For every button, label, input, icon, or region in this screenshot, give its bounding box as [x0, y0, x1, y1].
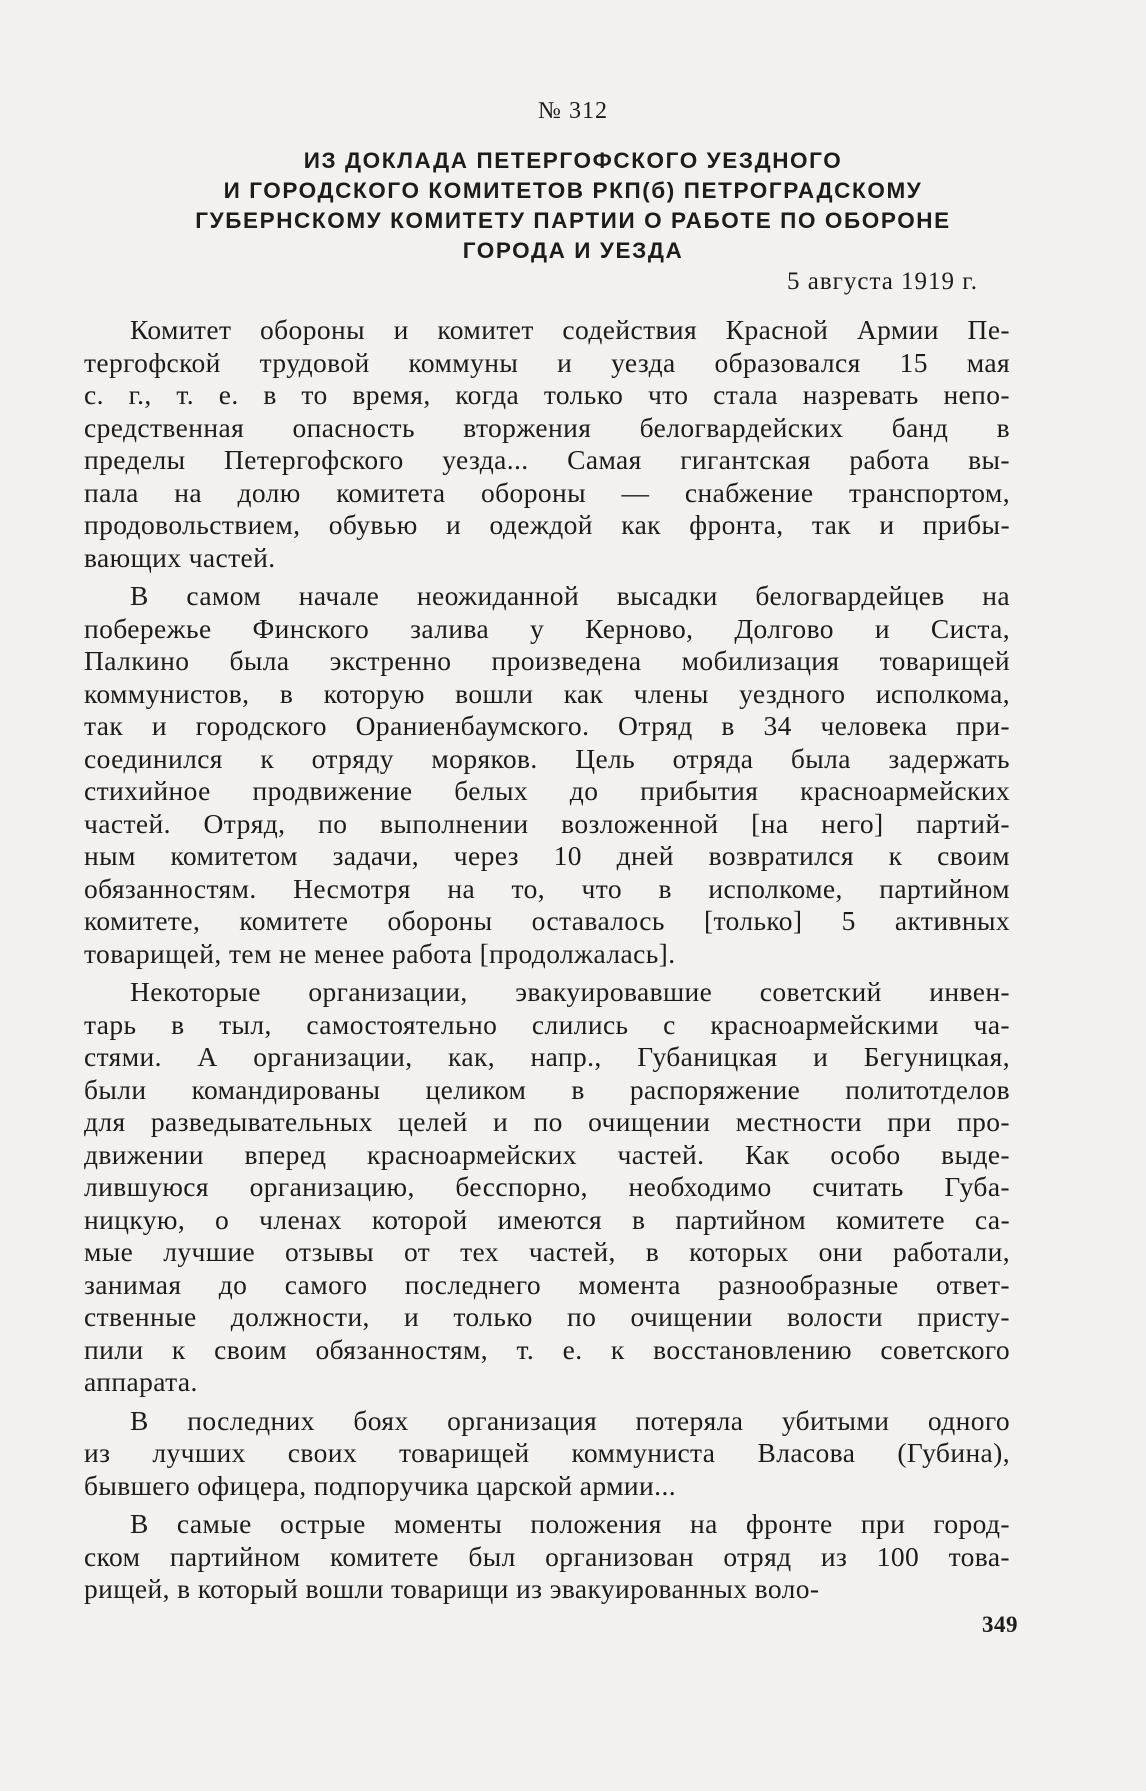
text-line: товарищей, тем не менее работа [продолжалась]. — [84, 937, 676, 969]
text-line: для разведывательных целей и по очищении местности при про- — [84, 1106, 1010, 1137]
text-line: обязанностям. Несмотря на то, что в исполкоме, партийном — [84, 872, 1010, 904]
text-line: рищей, в который вошли товарищи из эвакуированных воло- — [84, 1573, 820, 1604]
title-line: ГУБЕРНСКОМУ КОМИТЕТУ ПАРТИИ О РАБОТЕ ПО ОБОРОНЕ — [195, 208, 951, 233]
text-line: пала на долю комитета обороны — снабжение транспортом, — [84, 476, 1010, 508]
text-line: тергофской трудовой коммуны и уезда образовался 15 мая — [84, 346, 1010, 378]
text-line: стихийное продвижение белых до прибытия красноармейских — [84, 775, 1010, 806]
text-line: В самые острые моменты положения на фронте при город- — [130, 1508, 1010, 1539]
text-line: вающих частей. — [84, 541, 276, 573]
text-line: ственные должности, и только по очищении волости присту- — [84, 1301, 1010, 1332]
text-line: аппарата. — [84, 1366, 198, 1397]
title-line: И ГОРОДСКОГО КОМИТЕТОВ РКП(б) ПЕТРОГРАДСКОМУ — [223, 178, 923, 203]
text-line: ницкую, о членах которой имеются в партийном комитете са- — [84, 1203, 1010, 1235]
page-number: 349 — [982, 1612, 1018, 1637]
text-line: движении вперед красноармейских частей. Как особо выде- — [84, 1138, 1010, 1170]
text-line: В последних боях организация потеряла убитыми одного — [130, 1404, 1010, 1436]
text-line: пределы Петергофского уезда... Самая гигантская работа вы- — [84, 444, 1010, 475]
paragraph — [84, 1405, 1010, 1503]
text-line: Палкино была экстренно произведена мобилизация товарищей — [84, 645, 1010, 676]
text-line: Комитет обороны и комитет содействия Красной Армии Пе- — [130, 314, 1010, 345]
paragraph — [84, 976, 1010, 1399]
paragraph — [84, 1508, 1010, 1606]
text-line: из лучших своих товарищей коммуниста Власова (Губина), — [84, 1437, 1010, 1468]
text-line: побережье Финского залива у Керново, Долгово и Систа, — [84, 612, 1010, 644]
text-line: пили к своим обязанностям, т. е. к восстановлению советского — [84, 1333, 1010, 1365]
text-line: средственная опасность вторжения белогвардейских банд в — [84, 411, 1010, 443]
text-line: В самом начале неожиданной высадки белогвардейцев на — [130, 580, 1010, 611]
text-line: бывшего офицера, подпоручика царской армии... — [84, 1469, 676, 1501]
text-line: лившуюся организацию, бесспорно, необходимо считать Губа- — [84, 1171, 1010, 1202]
document-body — [84, 314, 1010, 1612]
paragraph — [84, 314, 1010, 574]
document-date: 5 августа 1919 г. — [786, 268, 978, 295]
document-title — [100, 146, 1046, 266]
paragraph — [84, 580, 1010, 970]
document-number: № 312 — [538, 98, 608, 124]
text-line: занимая до самого последнего момента разнообразные ответ- — [84, 1268, 1010, 1300]
title-line: ИЗ ДОКЛАДА ПЕТЕРГОФСКОГО УЕЗДНОГО — [303, 148, 843, 173]
text-line: с. г., т. е. в то время, когда только что стала назревать непо- — [84, 379, 1010, 410]
text-line: ском партийном комитете был организован отряд из 100 това- — [84, 1540, 1010, 1572]
text-line: соединился к отряду моряков. Цель отряда была задержать — [84, 742, 1010, 774]
text-line: стями. А организации, как, напр., Губаницкая и Бегуницкая, — [84, 1041, 1010, 1072]
text-line: комитете, комитете обороны оставалось [только] 5 активных — [84, 905, 1010, 936]
title-line: ГОРОДА И УЕЗДА — [462, 238, 684, 263]
text-line: коммунистов, в которую вошли как члены уездного исполкома, — [84, 677, 1010, 709]
text-line: были командированы целиком в распоряжение политотделов — [84, 1073, 1010, 1105]
text-line: частей. Отряд, по выполнении возложенной [на него] партий- — [84, 807, 1010, 839]
text-line: тарь в тыл, самостоятельно слились с красноармейскими ча- — [84, 1008, 1010, 1040]
text-line: Некоторые организации, эвакуировавшие советский инвен- — [130, 976, 1010, 1007]
text-line: ным комитетом задачи, через 10 дней возвратился к своим — [84, 840, 1010, 871]
text-line: так и городского Ораниенбаумского. Отряд в 34 человека при- — [84, 710, 1010, 741]
text-line: продовольствием, обувью и одеждой как фронта, так и прибы- — [84, 509, 1010, 540]
text-line: мые лучшие отзывы от тех частей, в которых они работали, — [84, 1236, 1010, 1267]
